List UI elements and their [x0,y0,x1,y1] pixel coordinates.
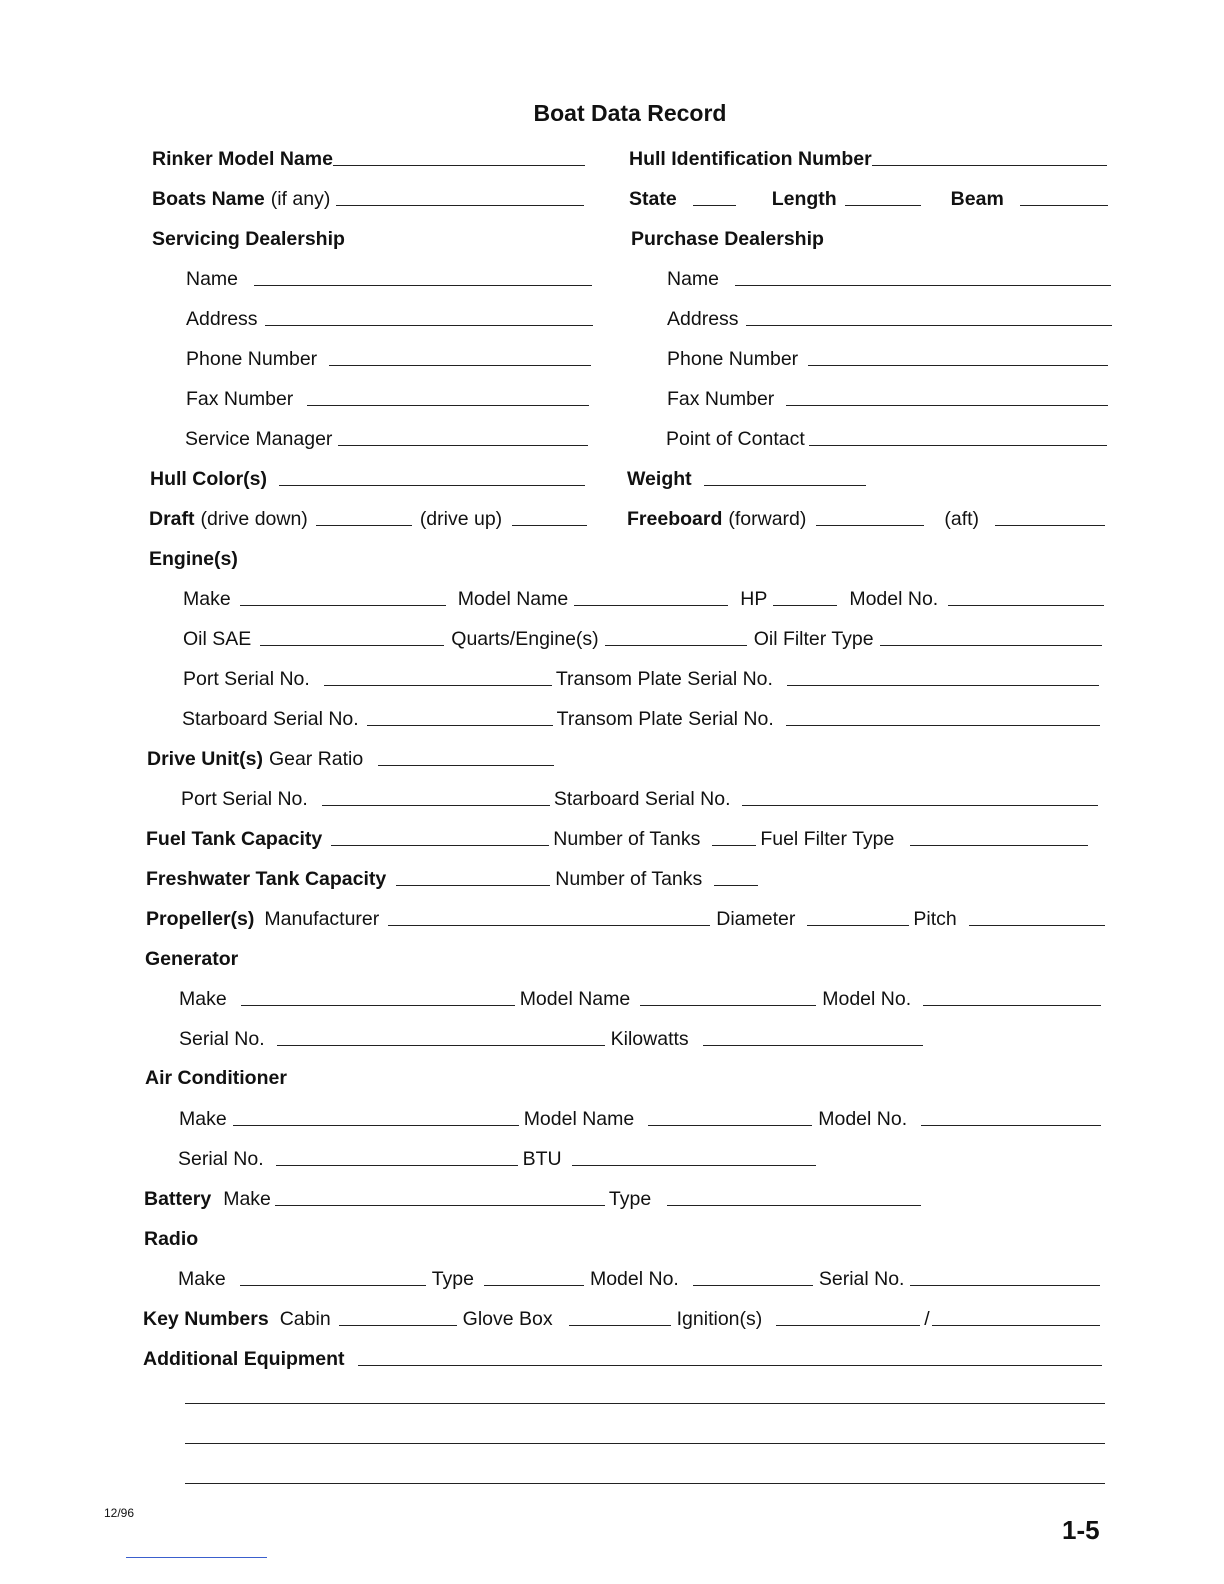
engine-model-name-field[interactable] [574,605,728,606]
generator-heading-row [145,944,238,970]
radio-type-label: Type [431,1268,474,1290]
freshwater-number-of-tanks-label: Number of Tanks [555,868,703,890]
fuel-filter-type-label: Fuel Filter Type [760,828,895,850]
purchase-address-label: Address [667,308,739,330]
engine-hp-field[interactable] [773,605,837,606]
page-title: Boat Data Record [533,100,727,126]
drive-up-label: (drive up) [419,508,503,530]
ac-model-no-field[interactable] [921,1125,1101,1126]
servicing-phone-label: Phone Number [186,348,318,370]
hull-id-field[interactable] [872,165,1107,166]
battery-row [144,1184,921,1210]
port-transom-plate-label: Transom Plate Serial No. [555,668,773,690]
engine-make-row [183,584,1104,610]
radio-heading-row [144,1224,198,1250]
servicing-fax-field[interactable] [307,405,589,406]
air-conditioner-heading: Air Conditioner [145,1067,287,1089]
generator-kilowatts-field[interactable] [703,1045,923,1046]
freeboard-aft-field[interactable] [995,525,1105,526]
freshwater-tank-row [146,864,758,890]
length-field[interactable] [845,205,921,206]
fuel-tank-capacity-field[interactable] [331,845,549,846]
hull-colors-field[interactable] [279,485,585,486]
glove-box-key-field[interactable] [569,1325,671,1326]
propeller-manufacturer-field[interactable] [388,925,710,926]
ac-serial-field[interactable] [276,1165,518,1166]
purchase-name-label: Name [667,268,720,290]
oil-filter-type-label: Oil Filter Type [753,628,874,650]
generator-model-name-field[interactable] [640,1005,816,1006]
ac-btu-label: BTU [522,1148,562,1170]
if-any-label: (if any) [270,188,331,210]
point-of-contact-field[interactable] [809,445,1107,446]
beam-label: Beam [950,188,1004,210]
oil-sae-field[interactable] [260,645,444,646]
propeller-diameter-label: Diameter [716,908,796,930]
ignitions-label: Ignition(s) [676,1308,763,1330]
battery-make-field[interactable] [275,1205,605,1206]
engines-heading-row [149,544,238,570]
engine-starboard-serial-label: Starboard Serial No. [182,708,359,730]
rinker-model-name-field[interactable] [333,165,585,166]
revision-date: 12/96 [104,1506,135,1520]
radio-make-field[interactable] [240,1285,426,1286]
propellers-label: Propeller(s) [146,908,255,930]
gear-ratio-field[interactable] [378,765,554,766]
engine-make-field[interactable] [240,605,446,606]
servicing-dealership-heading-row [152,224,345,250]
servicing-name-label: Name [186,268,239,290]
freshwater-tank-capacity-label: Freshwater Tank Capacity [146,868,387,890]
servicing-address-row [186,304,593,330]
freeboard-forward-field[interactable] [816,525,924,526]
additional-equipment-line-3[interactable] [185,1443,1105,1444]
radio-model-no-field[interactable] [693,1285,813,1286]
additional-equipment-field[interactable] [358,1365,1102,1366]
drive-port-serial-field[interactable] [322,805,550,806]
drive-down-label: (drive down) [200,508,308,530]
starboard-transom-plate-field[interactable] [786,725,1100,726]
ac-model-no-label: Model No. [818,1108,908,1130]
ac-model-name-field[interactable] [648,1125,812,1126]
additional-equipment-label: Additional Equipment [143,1348,345,1370]
port-transom-plate-field[interactable] [787,685,1099,686]
starboard-transom-plate-label: Transom Plate Serial No. [556,708,774,730]
hull-id-label: Hull Identification Number [629,148,872,170]
battery-type-label: Type [608,1188,652,1210]
servicing-address-label: Address [186,308,258,330]
purchase-name-row [667,264,1111,290]
purchase-phone-row [667,344,1108,370]
ac-make-field[interactable] [233,1125,519,1126]
ac-serial-row [178,1144,816,1170]
servicing-dealership-heading: Servicing Dealership [152,228,345,250]
radio-serial-no-label: Serial No. [818,1268,905,1290]
service-manager-field[interactable] [338,445,588,446]
servicing-address-field[interactable] [265,325,593,326]
generator-serial-label: Serial No. [179,1028,265,1050]
ac-serial-label: Serial No. [178,1148,264,1170]
glove-box-label: Glove Box [462,1308,553,1330]
quarts-engine-label: Quarts/Engine(s) [451,628,599,650]
point-of-contact-row [666,424,1107,450]
ac-model-name-label: Model Name [523,1108,635,1130]
purchase-name-field[interactable] [735,285,1111,286]
beam-field[interactable] [1020,205,1108,206]
purchase-fax-row [667,384,1108,410]
propeller-diameter-field[interactable] [807,925,909,926]
radio-serial-no-field[interactable] [910,1285,1100,1286]
hull-id-row [629,144,1107,170]
battery-label: Battery [144,1188,212,1210]
radio-heading: Radio [144,1228,199,1250]
battery-type-field[interactable] [667,1205,921,1206]
weight-label: Weight [627,468,692,490]
weight-row [627,464,866,490]
generator-model-name-label: Model Name [519,988,631,1010]
state-length-beam-row [629,184,1108,210]
forward-label: (forward) [728,508,807,530]
key-numbers-label: Key Numbers [143,1308,269,1330]
draft-drive-down-field[interactable] [316,525,412,526]
drive-starboard-serial-label: Starboard Serial No. [553,788,731,810]
key-numbers-row [143,1304,1100,1330]
engine-model-name-label: Model Name [457,588,569,610]
servicing-name-field[interactable] [254,285,592,286]
purchase-fax-label: Fax Number [667,388,775,410]
purchase-address-field[interactable] [746,325,1112,326]
hull-colors-row [150,464,585,490]
draft-label: Draft [149,508,195,530]
state-field[interactable] [693,205,736,206]
additional-equipment-line-2[interactable] [185,1403,1105,1404]
servicing-fax-row [186,384,589,410]
engine-port-serial-field[interactable] [324,685,552,686]
drive-serial-row [181,784,1098,810]
engine-port-serial-label: Port Serial No. [183,668,310,690]
purchase-fax-field[interactable] [786,405,1108,406]
fuel-tank-capacity-label: Fuel Tank Capacity [146,828,323,850]
generator-kilowatts-label: Kilowatts [610,1028,689,1050]
radio-make-label: Make [178,1268,226,1290]
gear-ratio-label: Gear Ratio [268,748,364,770]
fuel-filter-type-field[interactable] [910,845,1088,846]
ignition-key-field-2[interactable] [932,1325,1100,1326]
scan-artifact-line [126,1557,267,1558]
engines-heading: Engine(s) [149,548,238,570]
weight-field[interactable] [704,485,866,486]
drive-units-label: Drive Unit(s) [147,748,263,770]
propeller-pitch-field[interactable] [969,925,1105,926]
freeboard-row [627,504,1105,530]
boats-name-row [152,184,584,210]
generator-make-row [179,984,1101,1010]
draft-row [149,504,587,530]
air-conditioner-heading-row [145,1063,287,1089]
propeller-manufacturer-label: Manufacturer [264,908,380,930]
engine-starboard-serial-row [182,704,1100,730]
radio-row [178,1264,1100,1290]
generator-make-field[interactable] [241,1005,515,1006]
freshwater-number-of-tanks-field[interactable] [714,885,758,886]
drive-starboard-serial-field[interactable] [742,805,1098,806]
propellers-row [146,904,1105,930]
generator-heading: Generator [145,948,239,970]
drive-units-row [147,744,554,770]
point-of-contact-label: Point of Contact [666,428,805,450]
page-number: 1-5 [1062,1515,1100,1545]
aft-label: (aft) [944,508,980,530]
oil-sae-label: Oil SAE [183,628,252,650]
length-label: Length [771,188,837,210]
purchase-phone-field[interactable] [808,365,1108,366]
generator-model-no-label: Model No. [822,988,912,1010]
generator-serial-field[interactable] [277,1045,605,1046]
engine-hp-label: HP [740,588,768,610]
fuel-tank-row [146,824,1088,850]
engine-model-no-label: Model No. [849,588,939,610]
service-manager-row [185,424,588,450]
rinker-model-name-row [152,144,585,170]
fuel-number-of-tanks-label: Number of Tanks [553,828,701,850]
generator-serial-row [179,1024,923,1050]
propeller-pitch-label: Pitch [913,908,957,930]
engine-starboard-serial-field[interactable] [367,725,553,726]
oil-filter-type-field[interactable] [880,645,1102,646]
generator-model-no-field[interactable] [923,1005,1101,1006]
freshwater-tank-capacity-field[interactable] [396,885,550,886]
oil-row [183,624,1102,650]
ac-make-label: Make [179,1108,227,1130]
ac-make-row [179,1104,1101,1130]
fuel-number-of-tanks-field[interactable] [712,845,756,846]
draft-drive-up-field[interactable] [512,525,587,526]
boats-name-field[interactable] [336,205,584,206]
purchase-phone-label: Phone Number [667,348,799,370]
servicing-fax-label: Fax Number [186,388,294,410]
additional-equipment-line-4[interactable] [185,1483,1105,1484]
radio-model-no-label: Model No. [589,1268,679,1290]
cabin-key-field[interactable] [339,1325,457,1326]
freeboard-label: Freeboard [627,508,723,530]
servicing-phone-row [186,344,591,370]
cabin-label: Cabin [279,1308,331,1330]
state-label: State [629,188,677,210]
boats-name-label: Boats Name [152,188,265,210]
purchase-address-row [667,304,1112,330]
servicing-name-row [186,264,592,290]
engine-model-no-field[interactable] [948,605,1104,606]
quarts-engine-field[interactable] [605,645,747,646]
battery-make-label: Make [223,1188,271,1210]
engine-port-serial-row [183,664,1099,690]
hull-colors-label: Hull Color(s) [150,468,267,490]
service-manager-label: Service Manager [185,428,333,450]
purchase-dealership-heading: Purchase Dealership [631,228,824,250]
engine-make-label: Make [183,588,231,610]
generator-make-label: Make [179,988,227,1010]
rinker-model-name-label: Rinker Model Name [152,148,333,170]
additional-equipment-row [143,1344,1102,1370]
ignition-separator: / [924,1308,930,1330]
drive-port-serial-label: Port Serial No. [181,788,308,810]
ignition-key-field-1[interactable] [776,1325,920,1326]
servicing-phone-field[interactable] [329,365,591,366]
ac-btu-field[interactable] [572,1165,816,1166]
purchase-dealership-heading-row [631,224,824,250]
radio-type-field[interactable] [484,1285,584,1286]
